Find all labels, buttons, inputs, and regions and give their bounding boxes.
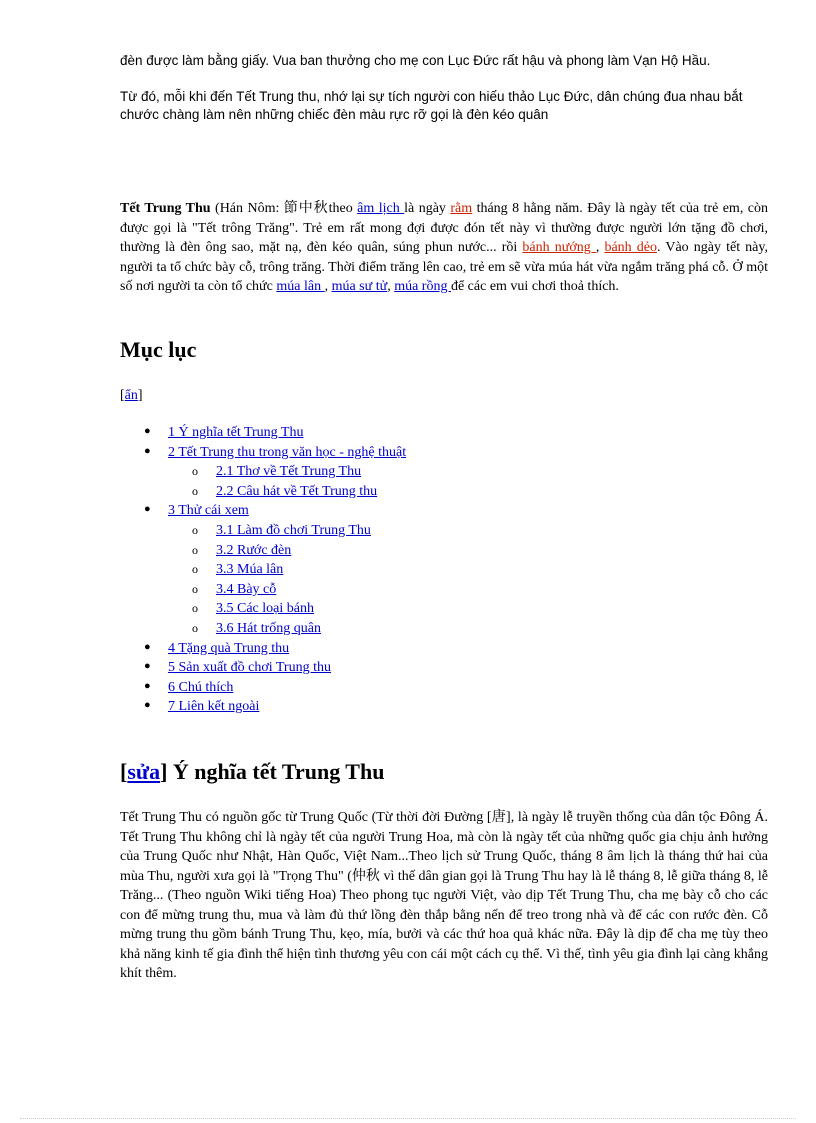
lead-title: Tết Trung Thu bbox=[120, 201, 211, 216]
toc-item bbox=[120, 425, 768, 445]
toc-link-2-2[interactable]: 2.2 Câu hát về Tết Trung thu bbox=[216, 483, 378, 499]
intro-paragraph-1: đèn được làm bằng giấy. Vua ban thưởng cho mẹ con Lục Đức rất hậu và phong làm Vạn Hộ Hầu. bbox=[120, 53, 711, 68]
circle-bullet-icon: o bbox=[192, 562, 198, 577]
circle-bullet-icon: o bbox=[192, 620, 198, 635]
toc-link-2-1[interactable]: 2.1 Thơ về Tết Trung Thu bbox=[216, 464, 362, 480]
circle-bullet-icon: o bbox=[192, 581, 198, 596]
toc-link-3-1[interactable]: 3.1 Làm đồ chơi Trung Thu bbox=[216, 522, 371, 538]
toc-item bbox=[120, 680, 768, 700]
circle-bullet-icon: o bbox=[192, 542, 198, 557]
intro-paragraph-2: Từ đó, mỗi khi đến Tết Trung thu, nhớ lại sự tích người con hiếu thảo Lục Đức, dân chúng đua nhau bắt chước chàng làm nên những chiếc đèn màu rực rỡ gọi là đèn kéo quân bbox=[120, 89, 743, 122]
toc-link-3-2[interactable]: 3.2 Rước đèn bbox=[216, 542, 292, 558]
toc-item bbox=[120, 484, 768, 504]
circle-bullet-icon: o bbox=[192, 522, 198, 537]
toc-item bbox=[120, 464, 768, 484]
edit-link[interactable]: sửa bbox=[127, 759, 161, 784]
section-body: Tết Trung Thu có nguồn gốc từ Trung Quốc (Từ thời đời Đường [唐], là ngày lễ truyền thống của dân tộc Đông Á. Tết Trung Thu không chỉ là ngày tết của người Trung Hoa, mà còn là ngày tết của những quốc gia chịu ảnh hưởng của Trung Quốc như Nhật, Hàn Quốc, Việt Nam...Theo lịch sử Trung Quốc, tháng 8 âm lịch là tháng thứ hai của mùa Thu, người xưa gọi là "Trọng Thu" (仲秋 vì thế dân gian gọi là Trung Thu hay là lễ tháng 8, lễ giữa tháng 8, lễ Trăng... (Theo nguồn Wiki tiếng Hoa) Theo phong tục người Việt, vào dịp Tết Trung Thu, cha mẹ bày cỗ cho các con để mừng trung thu, mua và làm đủ thứ lồng đèn thắp bằng nến để treo trong nhà và để các con rước đèn. Cỗ mừng trung thu gồm bánh Trung Thu, kẹo, mía, bưởi và các thứ hoa quả khác nữa. Đây là dịp để cha mẹ tùy theo khả năng kinh tế gia đình thể hiện tình thương yêu con cái một cách cụ thể. Vì thế, tình yêu gia đình lại càng khắng khít thêm. bbox=[120, 810, 768, 981]
link-mua-rong[interactable]: múa rồng bbox=[394, 279, 451, 294]
toc-item bbox=[120, 699, 768, 719]
toc-link-3[interactable]: 3 Thử cái xem bbox=[168, 503, 249, 519]
circle-bullet-icon: o bbox=[192, 464, 198, 479]
toc-item bbox=[120, 523, 768, 543]
toc-item bbox=[120, 660, 768, 680]
toc-list bbox=[120, 425, 768, 719]
toc-toggle: [ẩn] bbox=[120, 388, 143, 403]
link-ram[interactable]: rằm bbox=[450, 201, 473, 216]
bullet-icon: ● bbox=[144, 660, 151, 673]
toc-item bbox=[120, 601, 768, 621]
toc-item bbox=[120, 621, 768, 641]
bullet-icon: ● bbox=[144, 425, 151, 437]
toc-link-3-5[interactable]: 3.5 Các loại bánh bbox=[216, 601, 314, 617]
toc-item bbox=[120, 641, 768, 661]
bullet-icon: ● bbox=[144, 503, 151, 516]
toc-item bbox=[120, 445, 768, 465]
link-mua-lan[interactable]: múa lân bbox=[276, 279, 325, 294]
toc-link-3-4[interactable]: 3.4 Bày cỗ bbox=[216, 581, 277, 597]
toc-link-6[interactable]: 6 Chú thích bbox=[168, 679, 234, 695]
toc-link-3-6[interactable]: 3.6 Hát trống quân bbox=[216, 620, 321, 636]
bullet-icon: ● bbox=[144, 679, 151, 692]
page-divider bbox=[20, 1118, 796, 1119]
circle-bullet-icon: o bbox=[192, 483, 198, 498]
circle-bullet-icon: o bbox=[192, 601, 198, 616]
toc-link-2[interactable]: 2 Tết Trung thu trong văn học - nghệ thuật bbox=[168, 444, 407, 460]
link-banh-deo[interactable]: bánh dẻo bbox=[604, 240, 657, 255]
toc-link-1[interactable]: 1 Ý nghĩa tết Trung Thu bbox=[168, 425, 304, 440]
toc-hide-link[interactable]: ẩn bbox=[124, 388, 138, 403]
section-heading: [sửa] Ý nghĩa tết Trung Thu bbox=[120, 759, 385, 784]
lead-paragraph: Tết Trung Thu (Hán Nôm: 節中秋theo âm lịch là ngày rằm tháng 8 hằng năm. Đây là ngày tết của trẻ em, còn được gọi là "Tết trông Trăng". Trẻ em rất mong đợi được đón tết này vì thường được người lớn tặng đồ chơi, thường là đèn ông sao, mặt nạ, đèn kéo quân, súng phun nước... rồi bánh nướng , bánh dẻo. Vào ngày tết này, người ta tổ chức bày cỗ, trông trăng. Thời điểm trăng lên cao, trẻ em sẽ vừa múa hát vừa ngắm trăng phá cỗ. Ở một số nơi người ta còn tổ chức múa lân , múa sư tử, múa rồng để các em vui chơi thoả thích. bbox=[120, 201, 768, 294]
toc-item bbox=[120, 562, 768, 582]
toc-item bbox=[120, 503, 768, 523]
bullet-icon: ● bbox=[144, 699, 151, 712]
toc-item bbox=[120, 582, 768, 602]
toc-item bbox=[120, 543, 768, 563]
toc-link-3-3[interactable]: 3.3 Múa lân bbox=[216, 562, 284, 578]
bullet-icon: ● bbox=[144, 444, 151, 457]
toc-link-7[interactable]: 7 Liên kết ngoài bbox=[168, 699, 260, 715]
toc-link-4[interactable]: 4 Tặng quà Trung thu bbox=[168, 640, 290, 656]
bullet-icon: ● bbox=[144, 640, 151, 653]
link-am-lich[interactable]: âm lịch bbox=[357, 201, 405, 216]
link-banh-nuong[interactable]: bánh nướng bbox=[522, 240, 596, 255]
toc-link-5[interactable]: 5 Sản xuất đồ chơi Trung thu bbox=[168, 660, 331, 676]
link-mua-su-tu[interactable]: múa sư tử bbox=[331, 279, 388, 294]
toc-heading: Mục lục bbox=[120, 337, 197, 362]
